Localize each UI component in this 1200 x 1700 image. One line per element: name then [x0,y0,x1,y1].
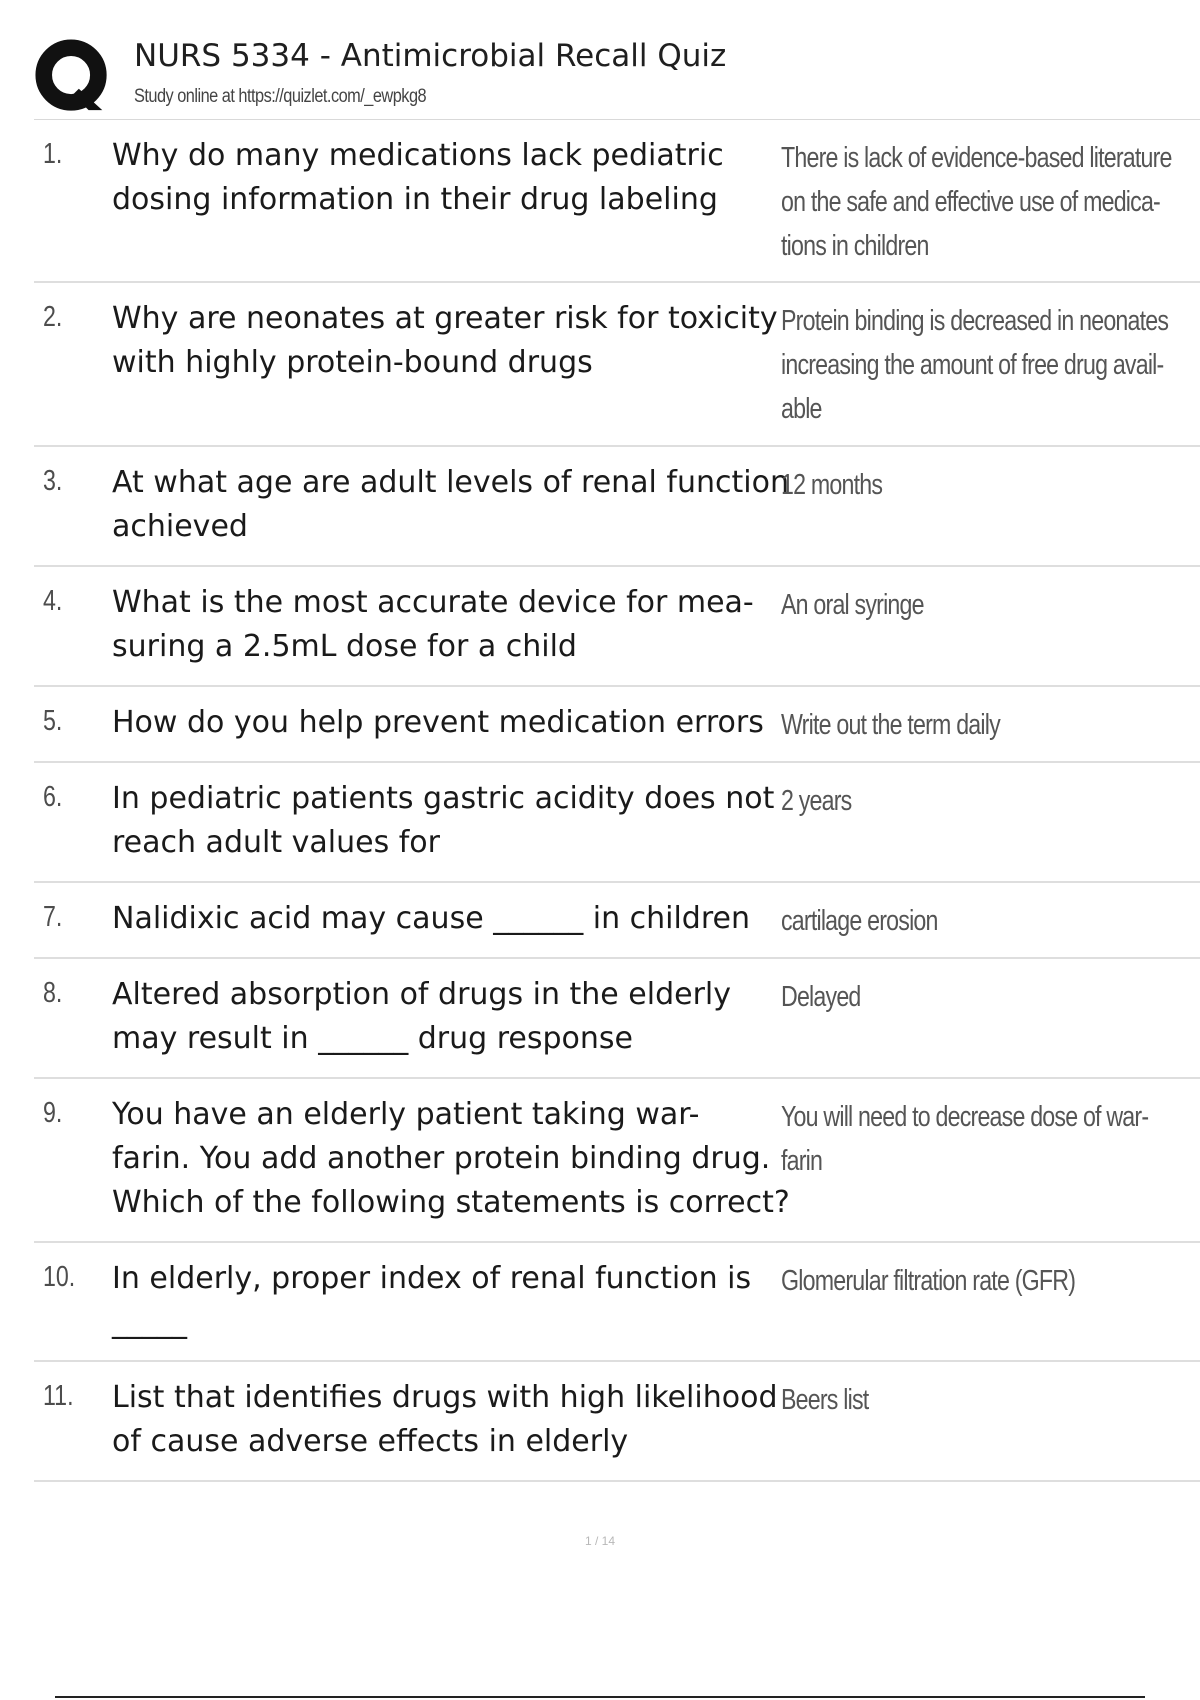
card-number: 10. [43,1261,76,1293]
card-term: Nalidixic acid may cause ______ in children [112,901,750,936]
card-term: In elderly, proper index of renal function is _____ [112,1261,752,1340]
card-number: 8. [43,977,63,1009]
card-definition: cartilage erosion [781,905,938,937]
card-definition: Delayed [781,981,861,1013]
flashcard-row [34,883,1200,959]
flashcard-row [34,120,1200,283]
quizlet-logo-icon [34,38,112,116]
card-number: 1. [43,138,63,170]
card-number: 2. [43,301,63,333]
flashcard-row [34,567,1200,687]
card-definition: You will need to decrease dose of war- farin [781,1101,1149,1177]
card-term: At what age are adult levels of renal function achieved [112,465,789,544]
card-number: 5. [43,705,63,737]
flashcard-row [34,959,1200,1079]
card-number: 4. [43,585,63,617]
page-bottom-rule [55,1696,1145,1698]
flashcard-row [34,283,1200,447]
card-number: 7. [43,901,63,933]
card-definition: 2 years [781,785,852,817]
card-number: 3. [43,465,63,497]
flashcard-row [34,447,1200,567]
card-term: How do you help prevent medication errors [112,705,764,740]
card-definition: 12 months [781,469,883,501]
card-term: In pediatric patients gastric acidity does not reach adult values for [112,781,775,860]
flashcard-row [34,1243,1200,1362]
card-number: 6. [43,781,63,813]
flashcard-row [34,763,1200,883]
card-term: Why are neonates at greater risk for toxicity with highly protein-bound drugs [112,301,778,380]
card-number: 11. [43,1380,74,1412]
card-term: You have an elderly patient taking war- farin. You add another protein binding drug. Which of the following statements is correct? [112,1097,790,1220]
card-number: 9. [43,1097,63,1129]
study-online-link[interactable]: Study online at https://quizlet.com/_ewpkg8 [134,86,427,107]
page-number: 1 / 14 [584,1534,616,1548]
flashcard-row [34,1079,1200,1243]
card-term: Why do many medications lack pediatric dosing information in their drug labeling [112,138,724,217]
page-title: NURS 5334 - Antimicrobial Recall Quiz [134,38,727,74]
flashcard-list [34,120,1200,1482]
card-definition: Write out the term daily [781,709,1000,741]
flashcard-row [34,687,1200,763]
card-definition: Glomerular filtration rate (GFR) [781,1265,1076,1297]
card-term: What is the most accurate device for mea- suring a 2.5mL dose for a child [112,585,754,664]
card-definition: An oral syringe [781,589,924,621]
quiz-header [34,34,1200,118]
card-definition: There is lack of evidence-based literature on the safe and effective use of medica- tions in children [781,142,1172,262]
card-term: Altered absorption of drugs in the elderly may result in ______ drug response [112,977,731,1056]
flashcard-row [34,1362,1200,1482]
card-definition: Beers list [781,1384,869,1416]
card-term: List that identifies drugs with high likelihood of cause adverse effects in elderly [112,1380,778,1459]
card-definition: Protein binding is decreased in neonates increasing the amount of free drug avail- able [781,305,1169,425]
